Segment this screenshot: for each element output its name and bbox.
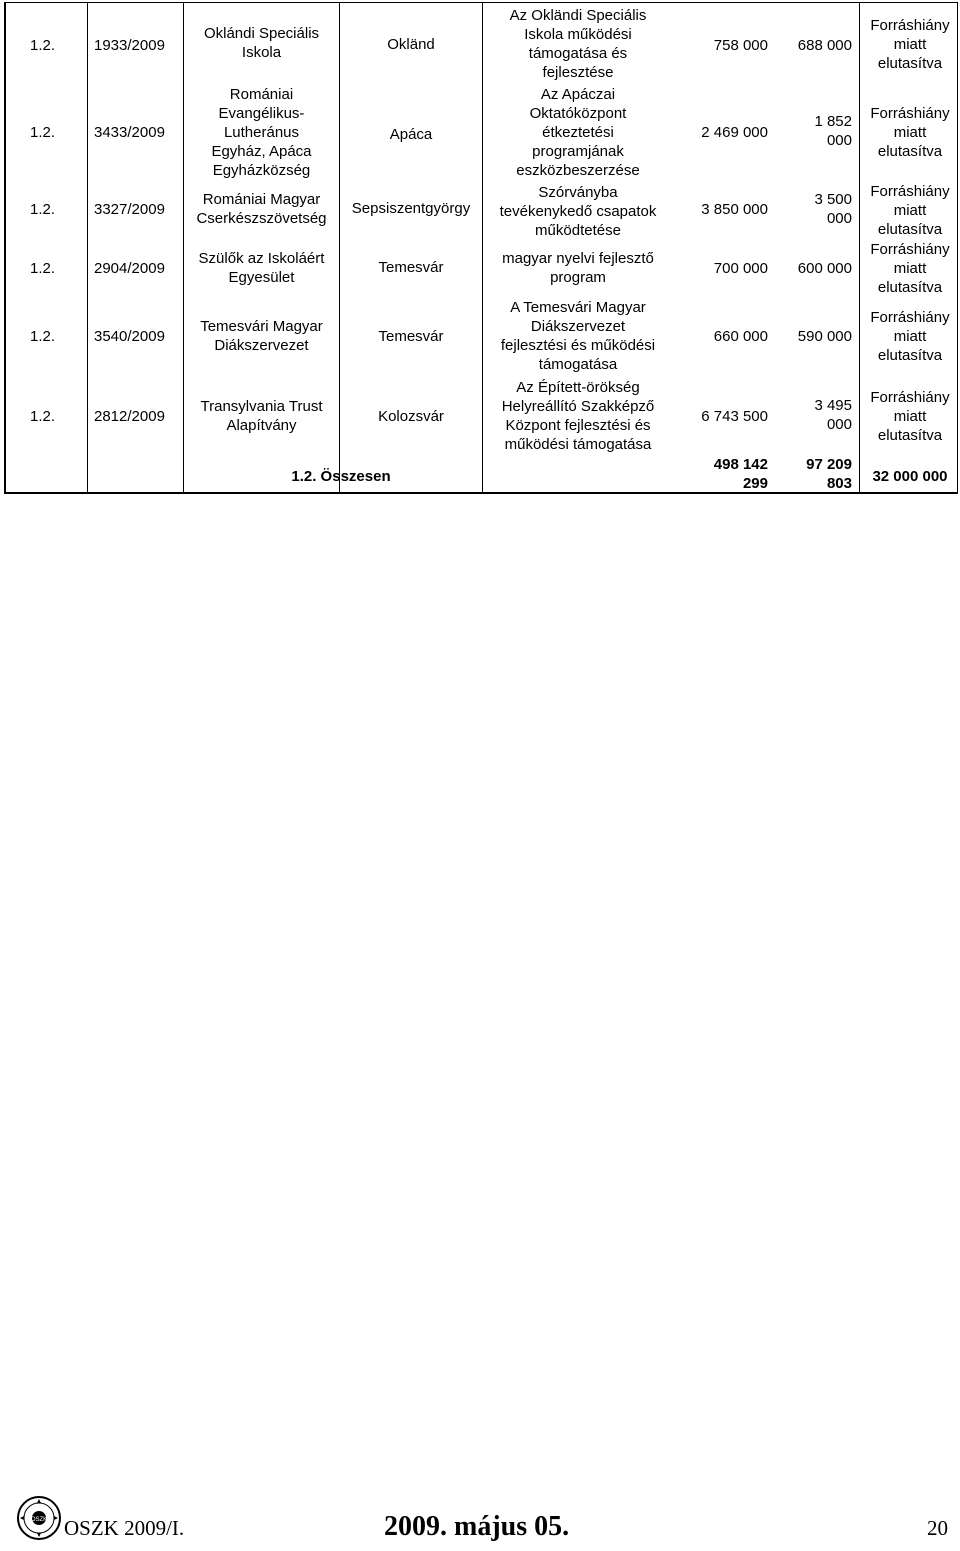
proposed-amount-cell: 688 000 xyxy=(797,36,852,54)
reference-cell: 2904/2009 xyxy=(94,259,165,277)
reference-cell: 3540/2009 xyxy=(94,327,165,345)
city-cell: Temesvár xyxy=(378,258,444,276)
proposed-amount-cell: 3 500 000 xyxy=(814,191,852,227)
city-cell: Apáca xyxy=(389,125,433,143)
decision-cell: Forráshiány miatt elutasítva xyxy=(870,16,950,72)
city-cell: Temesvár xyxy=(378,327,444,345)
decision-cell: Forráshiány miatt elutasítva xyxy=(870,104,950,160)
purpose-cell: Az Okländi Speciális Iskola működési támogatása és fejlesztése xyxy=(509,7,647,81)
column-divider xyxy=(87,3,88,492)
proposed-amount-cell: 1 852 000 xyxy=(814,113,852,149)
total-label: 1.2. Összesen xyxy=(291,467,391,485)
city-cell: Okländ xyxy=(387,35,435,53)
requested-amount-cell: 2 469 000 xyxy=(701,123,768,141)
city-cell: Kolozsvár xyxy=(378,407,444,425)
requested-amount-cell: 700 000 xyxy=(713,259,768,277)
city-cell: Sepsiszentgyörgy xyxy=(351,199,471,217)
decision-cell: Forráshiány miatt elutasítva xyxy=(870,240,950,296)
total-granted: 32 000 000 xyxy=(872,467,948,485)
svg-text:OSZK: OSZK xyxy=(30,1517,48,1523)
footer-date: 2009. május 05. xyxy=(384,1511,570,1542)
organization-cell: Romániai Evangélikus- Lutheránus Egyház, Apáca Egyházközség xyxy=(211,85,312,179)
purpose-cell: Szórványba tevékenykedő csapatok működtetése xyxy=(499,183,657,239)
organization-cell: Romániai Magyar Cserkészszövetség xyxy=(196,191,327,227)
decision-cell: Forráshiány miatt elutasítva xyxy=(870,388,950,444)
total-requested: 498 142 299 xyxy=(713,456,768,492)
requested-amount-cell: 660 000 xyxy=(713,327,768,345)
organization-cell: Szülők az Iskoláért Egyesület xyxy=(198,250,325,286)
decision-cell: Forráshiány miatt elutasítva xyxy=(870,182,950,238)
requested-amount-cell: 3 850 000 xyxy=(701,200,768,218)
reference-cell: 1933/2009 xyxy=(94,36,165,54)
decision-cell: Forráshiány miatt elutasítva xyxy=(870,308,950,364)
reference-cell: 3327/2009 xyxy=(94,200,165,218)
purpose-cell: Az Apáczai Oktatóközpont étkeztetési programjának eszközbeszerzése xyxy=(516,85,640,179)
library-seal-icon xyxy=(16,1495,62,1541)
requested-amount-cell: 6 743 500 xyxy=(701,407,768,425)
section-cell: 1.2. xyxy=(30,200,56,218)
reference-cell: 3433/2009 xyxy=(94,123,165,141)
purpose-cell: A Temesvári Magyar Diákszervezet fejlesztési és működési támogatása xyxy=(500,299,656,373)
section-cell: 1.2. xyxy=(30,123,56,141)
organization-cell: Transylvania Trust Alapítvány xyxy=(200,398,323,434)
organization-cell: Oklándi Speciális Iskola xyxy=(203,25,320,61)
section-cell: 1.2. xyxy=(30,327,56,345)
page-footer xyxy=(0,1490,960,1551)
proposed-amount-cell: 3 495 000 xyxy=(814,397,852,433)
purpose-cell: magyar nyelvi fejlesztő program xyxy=(502,250,654,286)
section-cell: 1.2. xyxy=(30,259,56,277)
grant-table xyxy=(4,2,958,494)
total-proposed: 97 209 803 xyxy=(806,456,852,492)
organization-cell: Temesvári Magyar Diákszervezet xyxy=(200,318,323,354)
footer-publication: OSZK 2009/I. xyxy=(64,1516,185,1540)
purpose-cell: Az Épített-örökség Helyreállító Szakképző Központ fejlesztési és működési támogatása xyxy=(501,379,655,453)
requested-amount-cell: 758 000 xyxy=(713,36,768,54)
proposed-amount-cell: 590 000 xyxy=(797,327,852,345)
page-number: 20 xyxy=(927,1516,948,1540)
section-cell: 1.2. xyxy=(30,407,56,425)
reference-cell: 2812/2009 xyxy=(94,407,165,425)
section-cell: 1.2. xyxy=(30,36,56,54)
proposed-amount-cell: 600 000 xyxy=(797,259,852,277)
